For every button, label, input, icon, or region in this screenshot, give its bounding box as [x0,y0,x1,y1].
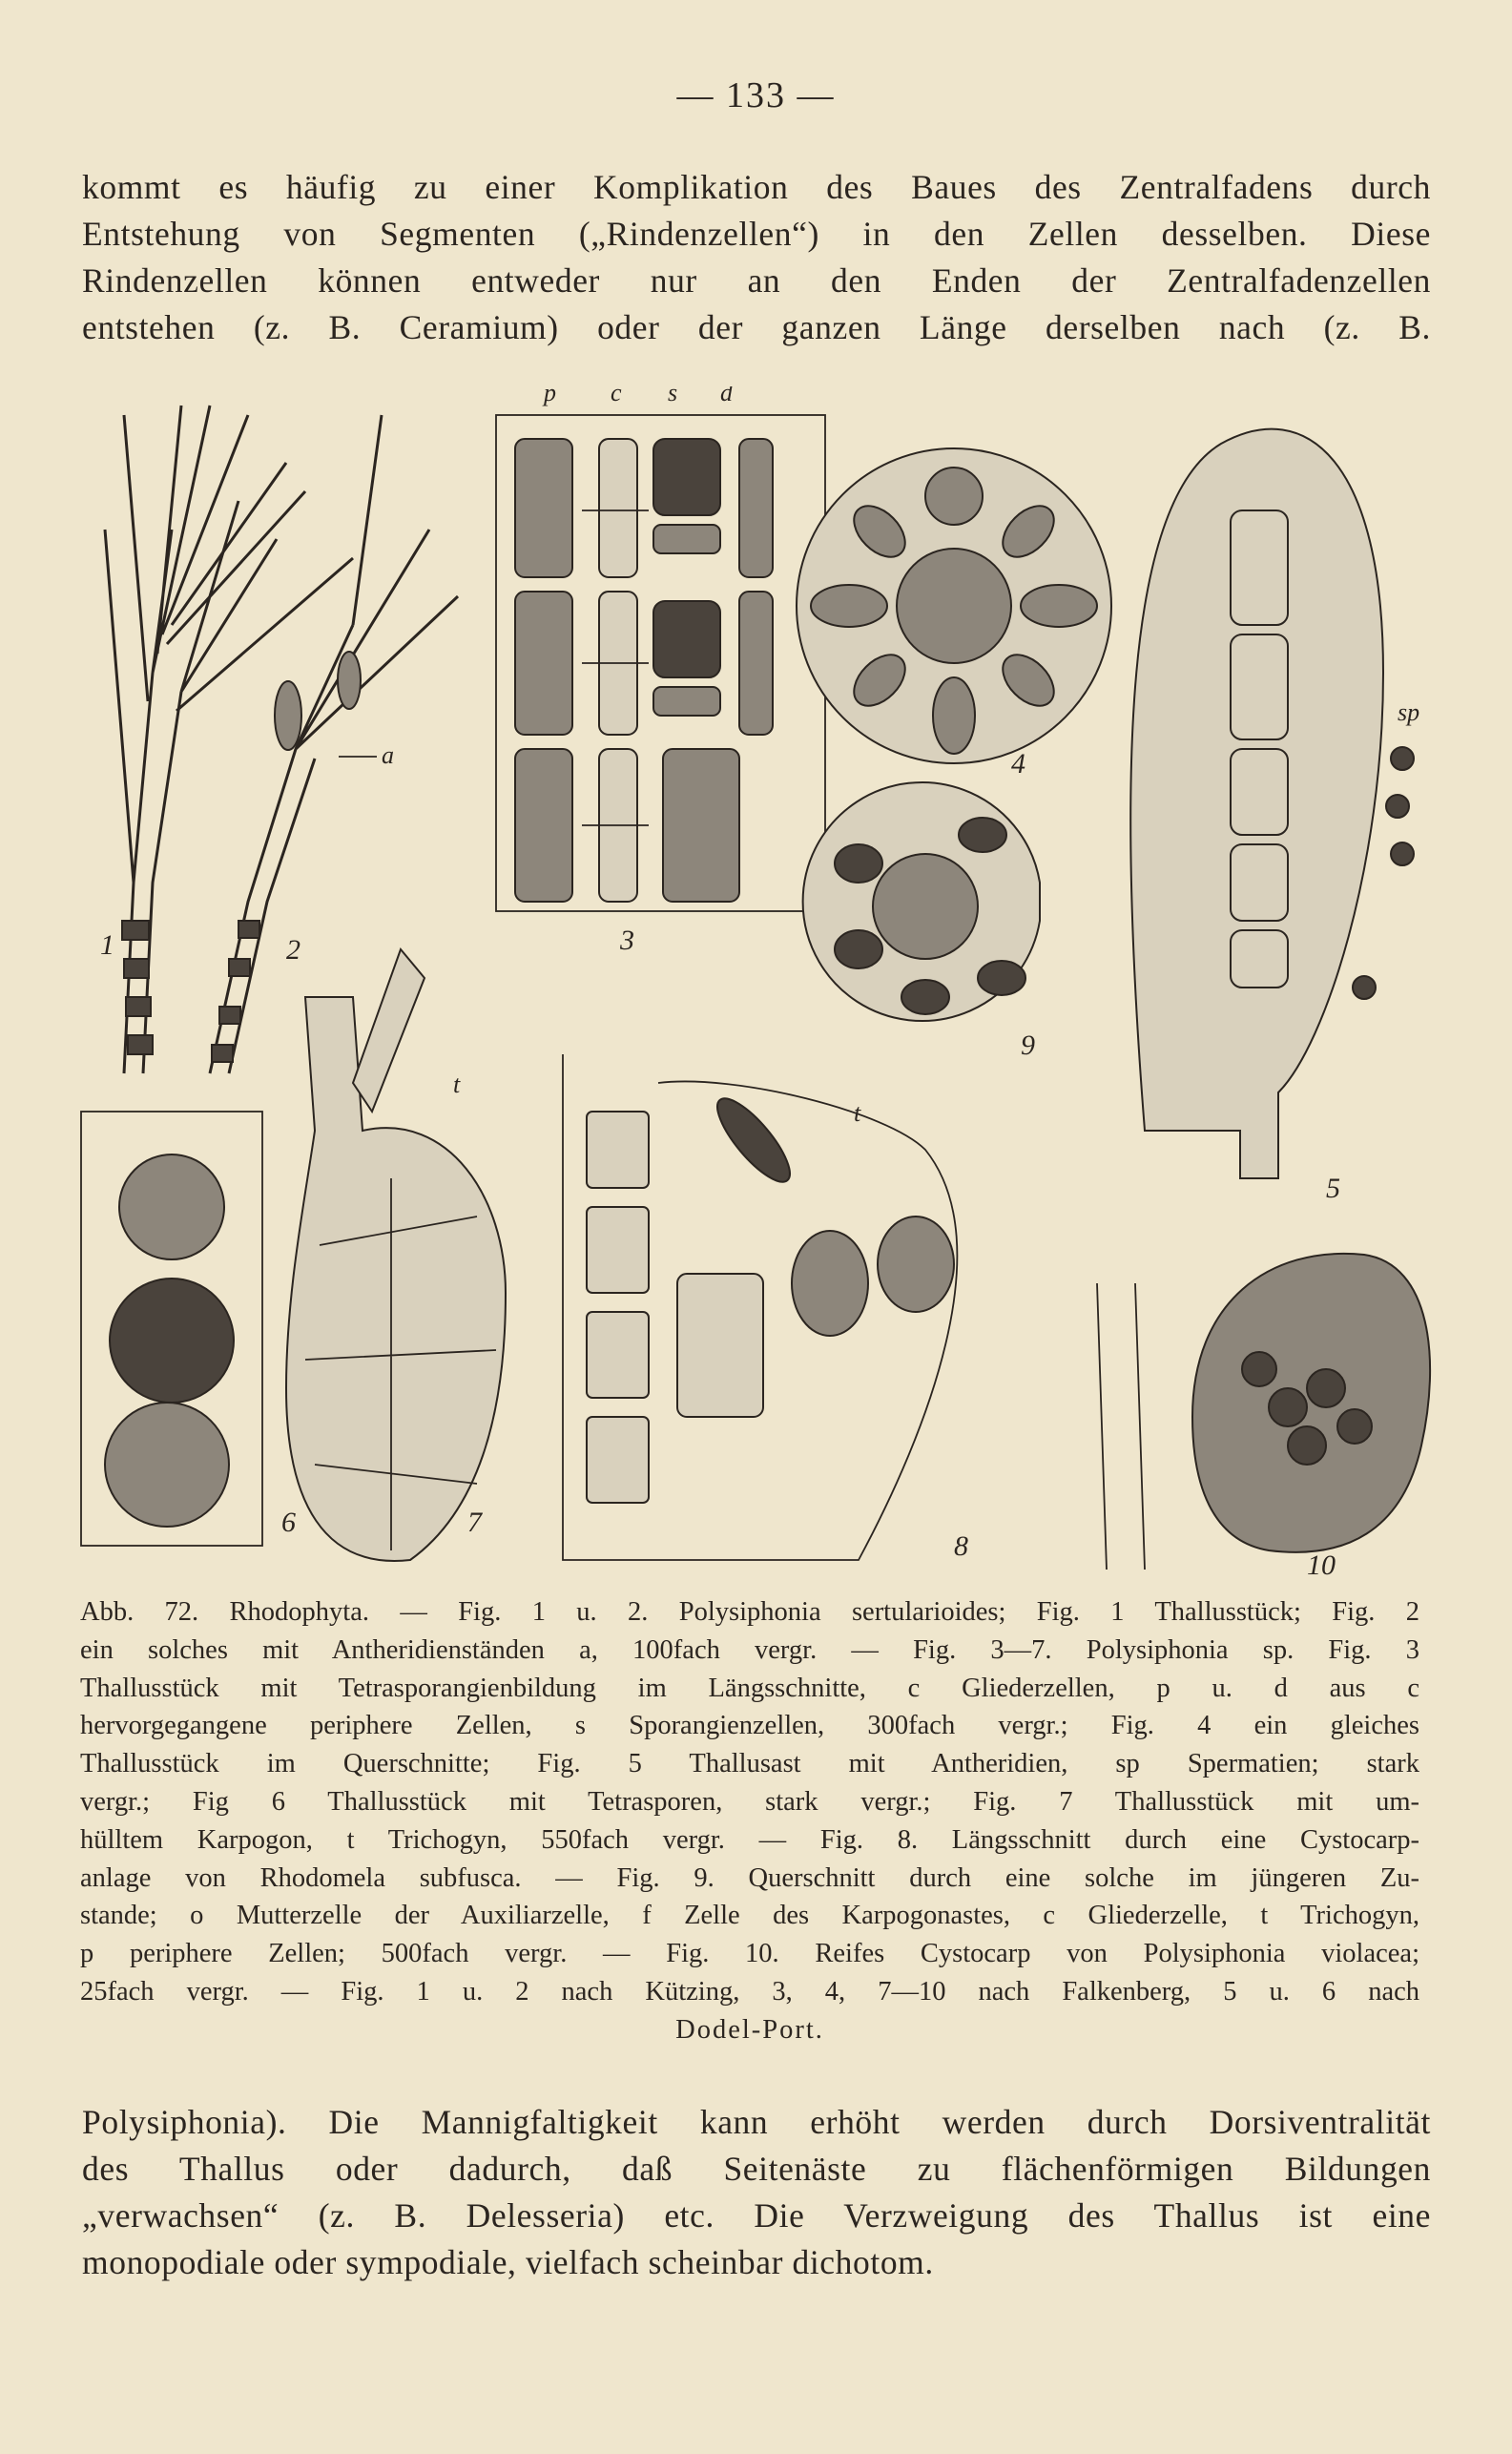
caption-line: hervorgegangene periphere Zellen, s Sporangienzellen, 300fach vergr.; Fig. 4 ein gleiches [80,1711,1419,1741]
intro-line: entstehen (z. B. Ceramium) oder der ganzen Länge derselben nach (z. B. [82,308,1431,346]
outro-paragraph [82,2099,1431,2286]
outro-line: „verwachsen“ (z. B. Delesseria) etc. Die Verzweigung des Thallus ist eine [82,2196,1431,2235]
fig-3-longitudinal [496,415,825,911]
fig-label-1: 1 [100,929,114,961]
caption-line: vergr.; Fig 6 Thallusstück mit Tetrasporen, stark vergr.; Fig. 7 Thallusstück mit um- [80,1786,1419,1817]
caption-line: Thallusstück mit Tetrasporangienbildung im Längsschnitte, c Gliederzellen, p u. d aus c [80,1673,1419,1703]
caption-line: hülltem Karpogon, t Trichogyn, 550fach vergr. — Fig. 8. Längsschnitt durch eine Cystocarp- [80,1824,1419,1855]
intro-line: kommt es häufig zu einer Komplikation des Baues des Zentralfadens durch [82,168,1431,206]
fig-8-cystocarp-section [563,1054,957,1560]
fig-label-7: 7 [467,1507,482,1538]
label-t-fig8: t [854,1099,861,1127]
fig-label-4: 4 [1011,748,1025,780]
fig-label-8: 8 [954,1530,968,1562]
caption-line: stande; o Mutterzelle der Auxiliarzelle, f Zelle des Karpogonastes, c Gliederzelle, t Trichogyn, [80,1901,1419,1931]
fig-7-karpogon [286,949,506,1561]
figure-plate [67,386,1450,1589]
fig-4-cross-section [797,448,1111,763]
label-c: c [611,386,622,406]
outro-line: des Thallus oder dadurch, daß Seitenäste zu flächenförmigen Bildungen [82,2150,1431,2188]
page-number: — 133 — [676,75,836,115]
intro-line: Entstehung von Segmenten („Rindenzellen“) in den Zellen desselben. Diese [82,215,1431,253]
intro-line: Rindenzellen können entweder nur an den Enden der Zentralfadenzellen [82,261,1431,300]
caption-line: 25fach vergr. — Fig. 1 u. 2 nach Kützing, 3, 4, 7—10 nach Falkenberg, 5 u. 6 nach [80,1976,1419,2007]
fig-label-5: 5 [1326,1173,1340,1204]
figure-caption [80,1593,1419,2049]
fig-9-cross-section [803,782,1040,1021]
outro-line: Polysiphonia). Die Mannigfaltigkeit kann erhöht werden durch Dorsiventralität [82,2103,1431,2141]
fig-5-antheridia [1130,429,1414,1178]
caption-line: Dodel-Port. [675,2014,824,2045]
caption-line: anlage von Rhodomela subfusca. — Fig. 9. Querschnitt durch eine solche im jüngeren Zu- [80,1862,1419,1893]
caption-line: p periphere Zellen; 500fach vergr. — Fig. 10. Reifes Cystocarp von Polysiphonia violacea; [80,1939,1419,1969]
fig-label-9: 9 [1021,1029,1035,1061]
fig-label-6: 6 [281,1507,296,1538]
label-s: s [668,386,678,406]
caption-line: Thallusstück im Querschnitte; Fig. 5 Thallusast mit Antheridien, sp Spermatien; stark [80,1749,1419,1779]
caption-line: Abb. 72. Rhodophyta. — Fig. 1 u. 2. Polysiphonia sertularioides; Fig. 1 Thallusstück; Fig. 2 [80,1597,1419,1627]
label-sp: sp [1398,698,1420,726]
fig-10-cystocarp [1097,1254,1430,1570]
fig-label-3: 3 [620,925,634,956]
intro-paragraph [82,164,1431,351]
fig-label-2: 2 [286,934,300,966]
outro-line: monopodiale oder sympodiale, vielfach scheinbar dichotom. [82,2243,934,2281]
fig-6-tetraspores [81,1112,262,1546]
plate-illustration [67,386,1450,1589]
label-d: d [720,386,733,406]
caption-line: ein solches mit Antheridienständen a, 100fach vergr. — Fig. 3—7. Polysiphonia sp. Fig. 3 [80,1634,1419,1665]
fig-label-10: 10 [1307,1549,1336,1581]
label-a: a [382,741,394,769]
label-p: p [544,386,556,406]
label-t-fig7: t [453,1071,461,1098]
